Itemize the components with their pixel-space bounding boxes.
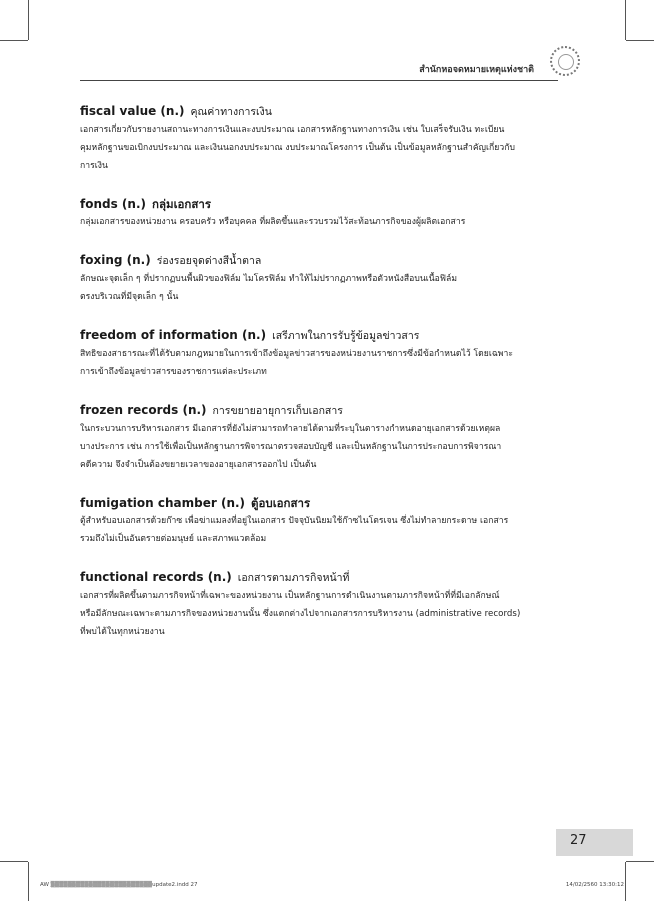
seal-logo-icon [550, 46, 580, 76]
definition-line: หรือมีลักษณะเฉพาะตามภารกิจของหน่วยงานนั้น ซึ่งแตกต่างไปจากเอกสารการบริหารงาน (administrative records) [80, 609, 521, 619]
term-en: fiscal value (n.) [80, 104, 185, 118]
definition-line: สิทธิของสาธารณะที่ได้รับตามกฎหมายในการเข้าถึงข้อมูลข่าวสารของหน่วยงานราชการซึ่งมีข้อกำหนดไว้ โดยเฉพาะ [80, 349, 514, 359]
term-line [80, 494, 580, 512]
definition-line: ตู้สำหรับอบเอกสารด้วยก๊าซ เพื่อฆ่าแมลงที่อยู่ในเอกสาร ปัจจุบันนิยมใช้ก๊าซไนโตรเจน ซึ่งไม่ทำลายกระดาษ เอกสาร [80, 516, 509, 526]
crop-mark [28, 0, 29, 40]
definition-line: ที่พบได้ในทุกหน่วยงาน [80, 627, 165, 637]
term-en: freedom of information (n.) [80, 328, 267, 342]
term-line [80, 195, 580, 213]
term-th: การขยายอายุการเก็บเอกสาร [212, 405, 343, 417]
running-header [80, 58, 558, 81]
term-th: ตู้อบเอกสาร [251, 496, 311, 510]
glossary-entry-functional-records [80, 568, 580, 641]
definition-line: การเงิน [80, 161, 108, 171]
term-en: fonds (n.) [80, 197, 146, 211]
page-number-box [556, 829, 633, 856]
definition-line: คดีความ จึงจำเป็นต้องขยายเวลาของอายุเอกสารออกไป เป็นต้น [80, 460, 317, 470]
term-line [80, 326, 580, 345]
term-line [80, 401, 580, 420]
definition-line: ลักษณะจุดเล็ก ๆ ที่ปรากฏบนพื้นผิวของฟิล์ม ไมโครฟิล์ม ทำให้ไม่ปรากฏภาพหรือตัวหนังสือบนเนื้อฟิล์ม [80, 274, 458, 284]
crop-mark [28, 862, 29, 901]
footer-filename: AW ▒▒▒▒▒▒▒▒▒▒▒▒▒▒▒▒▒▒▒▒▒▒▒▒update2.indd 27 [40, 882, 198, 888]
glossary-entry-frozen-records [80, 401, 580, 474]
term-line [80, 251, 580, 270]
definition-line: เอกสารเกี่ยวกับรายงานสถานะทางการเงินและงบประมาณ เอกสารหลักฐานทางการเงิน เช่น ใบเสร็จรับเงิน ทะเบียน [80, 125, 505, 135]
term-th: เอกสารตามภารกิจหน้าที่ [237, 572, 350, 584]
term-en: functional records (n.) [80, 570, 232, 584]
term-th: ร่องรอยจุดด่างสีน้ำตาล [156, 255, 262, 267]
term-en: fumigation chamber (n.) [80, 496, 246, 510]
term-th: เสรีภาพในการรับรู้ข้อมูลข่าวสาร [272, 330, 420, 342]
glossary-entry-foxing [80, 251, 580, 306]
crop-mark [0, 861, 28, 862]
footer-timestamp: 14/02/2560 13:30:12 [565, 882, 624, 888]
definition-line: รวมถึงไม่เป็นอันตรายต่อมนุษย์ และสภาพแวดล้อม [80, 534, 267, 544]
crop-mark [626, 40, 654, 41]
definition-line: บางประการ เช่น การใช้เพื่อเป็นหลักฐานการพิจารณาตรวจสอบบัญชี และเป็นหลักฐานในการประกอบการพิจารณา [80, 442, 502, 452]
glossary-entry-fiscal-value [80, 102, 580, 175]
term-line [80, 102, 580, 121]
definition-line: ในกระบวนการบริหารเอกสาร มีเอกสารที่ยังไม่สามารถทำลายได้ตามที่ระบุในตารางกำหนดอายุเอกสารด้วยเหตุผล [80, 424, 501, 434]
term-th: กลุ่มเอกสาร [152, 197, 212, 211]
glossary-entry-freedom-of-information [80, 326, 580, 381]
definition-line: การเข้าถึงข้อมูลข่าวสารของราชการแต่ละประเภท [80, 367, 267, 377]
definition-line: เอกสารที่ผลิตขึ้นตามภารกิจหน้าที่เฉพาะของหน่วยงาน เป็นหลักฐานการดำเนินงานตามภารกิจหน้าที่ที่มีเอกลักษณ์ [80, 591, 500, 601]
definition-line: ตรงบริเวณที่มีจุดเล็ก ๆ นั้น [80, 292, 179, 302]
crop-mark [625, 0, 626, 40]
term-en: foxing (n.) [80, 253, 151, 267]
crop-mark [625, 862, 626, 901]
glossary-entry-fonds [80, 195, 580, 231]
definition-line: คุมหลักฐานขอเบิกงบประมาณ และเงินนอกงบประมาณ งบประมาณโครงการ เป็นต้น เป็นข้อมูลหลักฐานสำคัญเกี่ยวกับ [80, 143, 515, 153]
glossary-content [80, 102, 580, 661]
crop-mark [0, 40, 28, 41]
definition-line: กลุ่มเอกสารของหน่วยงาน ครอบครัว หรือบุคคล ที่ผลิตขึ้นและรวบรวมไว้สะท้อนภารกิจของผู้ผลิตเอกสาร [80, 217, 466, 227]
term-en: frozen records (n.) [80, 403, 207, 417]
glossary-entry-fumigation-chamber [80, 494, 580, 548]
crop-mark [626, 861, 654, 862]
term-line [80, 568, 580, 587]
header-title: สำนักหอจดหมายเหตุแห่งชาติ [419, 65, 534, 75]
term-th: คุณค่าทางการเงิน [190, 106, 272, 118]
page-number: 27 [570, 833, 587, 848]
